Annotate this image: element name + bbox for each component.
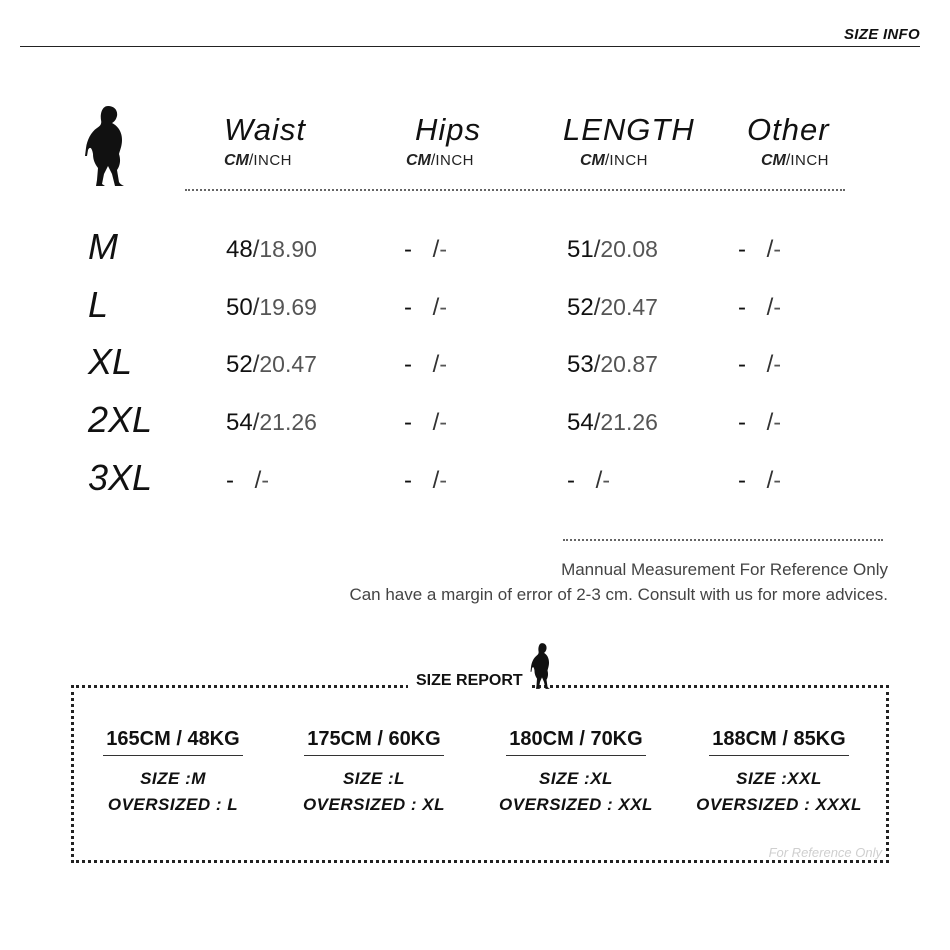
- cell-cm: -: [404, 351, 412, 378]
- table-cell: [567, 409, 658, 437]
- cell-cm: 50: [226, 294, 253, 321]
- table-cell: [226, 409, 317, 437]
- table-cell: [738, 236, 781, 264]
- unit-inch: INCH: [790, 152, 830, 169]
- report-height-weight: 165CM / 48KG: [106, 728, 240, 750]
- cell-cm: -: [404, 467, 412, 494]
- size-label-3xl: 3XL: [88, 457, 153, 498]
- cell-inch: -: [773, 294, 782, 320]
- table-cell: [738, 467, 781, 495]
- size-label-2xl: 2XL: [88, 399, 153, 440]
- cell-inch: -: [439, 409, 448, 435]
- cell-inch: 20.47: [600, 294, 658, 320]
- report-oversized: OVERSIZED : L: [107, 795, 239, 814]
- unit-inch: INCH: [435, 152, 475, 169]
- unit-cm: CM: [580, 152, 605, 169]
- report-oversized: OVERSIZED : XL: [302, 795, 446, 814]
- cell-cm: -: [738, 236, 746, 263]
- table-cell: [738, 409, 781, 437]
- cell-sep: /: [432, 467, 440, 494]
- notes-dotted-divider: [563, 539, 883, 541]
- cell-inch: 19.69: [259, 294, 317, 320]
- cell-inch: 20.08: [600, 236, 658, 262]
- cell-inch: -: [773, 467, 782, 493]
- cell-sep: /: [432, 409, 440, 436]
- cell-cm: 53: [567, 351, 594, 378]
- header-dotted-divider: [185, 189, 845, 191]
- table-cell: [567, 294, 658, 322]
- report-entry: [279, 728, 469, 818]
- cell-cm: -: [738, 294, 746, 321]
- cell-cm: -: [738, 467, 746, 494]
- cell-inch: -: [439, 294, 448, 320]
- cell-sep: /: [252, 236, 260, 263]
- column-name: LENGTH: [563, 112, 695, 147]
- page-title: SIZE INFO: [843, 26, 920, 43]
- cell-inch: 21.26: [600, 409, 658, 435]
- cell-inch: -: [261, 467, 270, 493]
- cell-cm: -: [567, 467, 575, 494]
- unit-sep: /: [604, 152, 610, 169]
- table-cell: [226, 351, 317, 379]
- table-cell: [567, 467, 610, 495]
- report-underline: [304, 755, 444, 756]
- cell-inch: -: [773, 236, 782, 262]
- column-header-waist: [224, 112, 306, 170]
- report-size: SIZE :XL: [539, 769, 613, 788]
- cell-inch: -: [773, 409, 782, 435]
- cell-inch: 20.87: [600, 351, 658, 377]
- table-cell: [738, 294, 781, 322]
- table-cell: [226, 467, 269, 495]
- report-height-weight: 175CM / 60KG: [307, 728, 441, 750]
- table-cell: [226, 236, 317, 264]
- cell-sep: /: [593, 294, 601, 321]
- cell-sep: /: [766, 409, 774, 436]
- report-oversized: OVERSIZED : XXXL: [696, 795, 862, 814]
- ape-figure-icon: [530, 642, 554, 690]
- column-name: Hips: [415, 112, 482, 147]
- table-cell: [567, 351, 658, 379]
- cell-cm: 51: [567, 236, 594, 263]
- unit-sep: /: [430, 152, 436, 169]
- cell-sep: /: [252, 409, 260, 436]
- note-measurement: Mannual Measurement For Reference Only: [561, 560, 888, 579]
- cell-sep: /: [593, 236, 601, 263]
- report-footnote: For Reference Only: [768, 845, 882, 860]
- note-margin-of-error: Can have a margin of error of 2-3 cm. Consult with us for more advices.: [349, 585, 888, 604]
- cell-sep: /: [252, 294, 260, 321]
- cell-cm: -: [738, 409, 746, 436]
- report-size: SIZE :M: [140, 769, 206, 788]
- report-entry: [684, 728, 874, 818]
- table-cell: [738, 351, 781, 379]
- size-label-m: M: [88, 226, 118, 267]
- cell-inch: -: [439, 467, 448, 493]
- cell-sep: /: [766, 351, 774, 378]
- report-height-weight: 180CM / 70KG: [509, 728, 643, 750]
- cell-cm: -: [738, 351, 746, 378]
- table-cell: [404, 236, 447, 264]
- unit-inch: INCH: [609, 152, 649, 169]
- cell-sep: /: [766, 236, 774, 263]
- cell-sep: /: [254, 467, 262, 494]
- cell-inch: 18.90: [259, 236, 317, 262]
- table-cell: [226, 294, 317, 322]
- column-unit: [761, 152, 830, 170]
- table-cell: [404, 409, 447, 437]
- ape-figure-icon: [84, 104, 132, 188]
- report-underline: [506, 755, 646, 756]
- size-report-title: SIZE REPORT: [408, 672, 531, 690]
- cell-cm: -: [404, 236, 412, 263]
- cell-cm: -: [404, 294, 412, 321]
- cell-cm: -: [404, 409, 412, 436]
- cell-sep: /: [593, 351, 601, 378]
- table-cell: [404, 351, 447, 379]
- cell-cm: 52: [567, 294, 594, 321]
- unit-sep: /: [785, 152, 791, 169]
- cell-inch: -: [602, 467, 611, 493]
- column-header-other: [747, 112, 830, 170]
- table-cell: [567, 236, 658, 264]
- header-divider: [20, 46, 920, 47]
- unit-sep: /: [248, 152, 254, 169]
- cell-inch: -: [439, 236, 448, 262]
- cell-cm: 48: [226, 236, 253, 263]
- cell-inch: -: [773, 351, 782, 377]
- cell-sep: /: [432, 351, 440, 378]
- cell-sep: /: [252, 351, 260, 378]
- column-name: Waist: [224, 112, 306, 147]
- unit-cm: CM: [224, 152, 249, 169]
- column-unit: [406, 152, 481, 170]
- cell-cm: 54: [226, 409, 253, 436]
- size-label-xl: XL: [88, 341, 133, 382]
- report-underline: [709, 755, 849, 756]
- column-header-hips: [406, 112, 482, 170]
- table-cell: [404, 294, 447, 322]
- unit-inch: INCH: [253, 152, 293, 169]
- column-name: Other: [747, 112, 830, 147]
- cell-sep: /: [595, 467, 603, 494]
- cell-inch: 21.26: [259, 409, 317, 435]
- cell-inch: 20.47: [259, 351, 317, 377]
- report-oversized: OVERSIZED : XXL: [499, 795, 653, 814]
- column-unit: [224, 152, 306, 170]
- report-height-weight: 188CM / 85KG: [712, 728, 846, 750]
- cell-inch: -: [439, 351, 448, 377]
- cell-sep: /: [432, 294, 440, 321]
- column-unit: [580, 152, 695, 170]
- column-header-length: [563, 112, 695, 170]
- report-underline: [103, 755, 243, 756]
- size-label-l: L: [88, 284, 109, 325]
- cell-sep: /: [766, 294, 774, 321]
- cell-sep: /: [593, 409, 601, 436]
- report-size: SIZE :XXL: [736, 769, 822, 788]
- report-entry: [481, 728, 671, 818]
- unit-cm: CM: [406, 152, 431, 169]
- report-entry: [78, 728, 268, 818]
- unit-cm: CM: [761, 152, 786, 169]
- cell-cm: -: [226, 467, 234, 494]
- cell-cm: 54: [567, 409, 594, 436]
- table-cell: [404, 467, 447, 495]
- cell-cm: 52: [226, 351, 253, 378]
- cell-sep: /: [766, 467, 774, 494]
- cell-sep: /: [432, 236, 440, 263]
- report-size: SIZE :L: [342, 769, 406, 788]
